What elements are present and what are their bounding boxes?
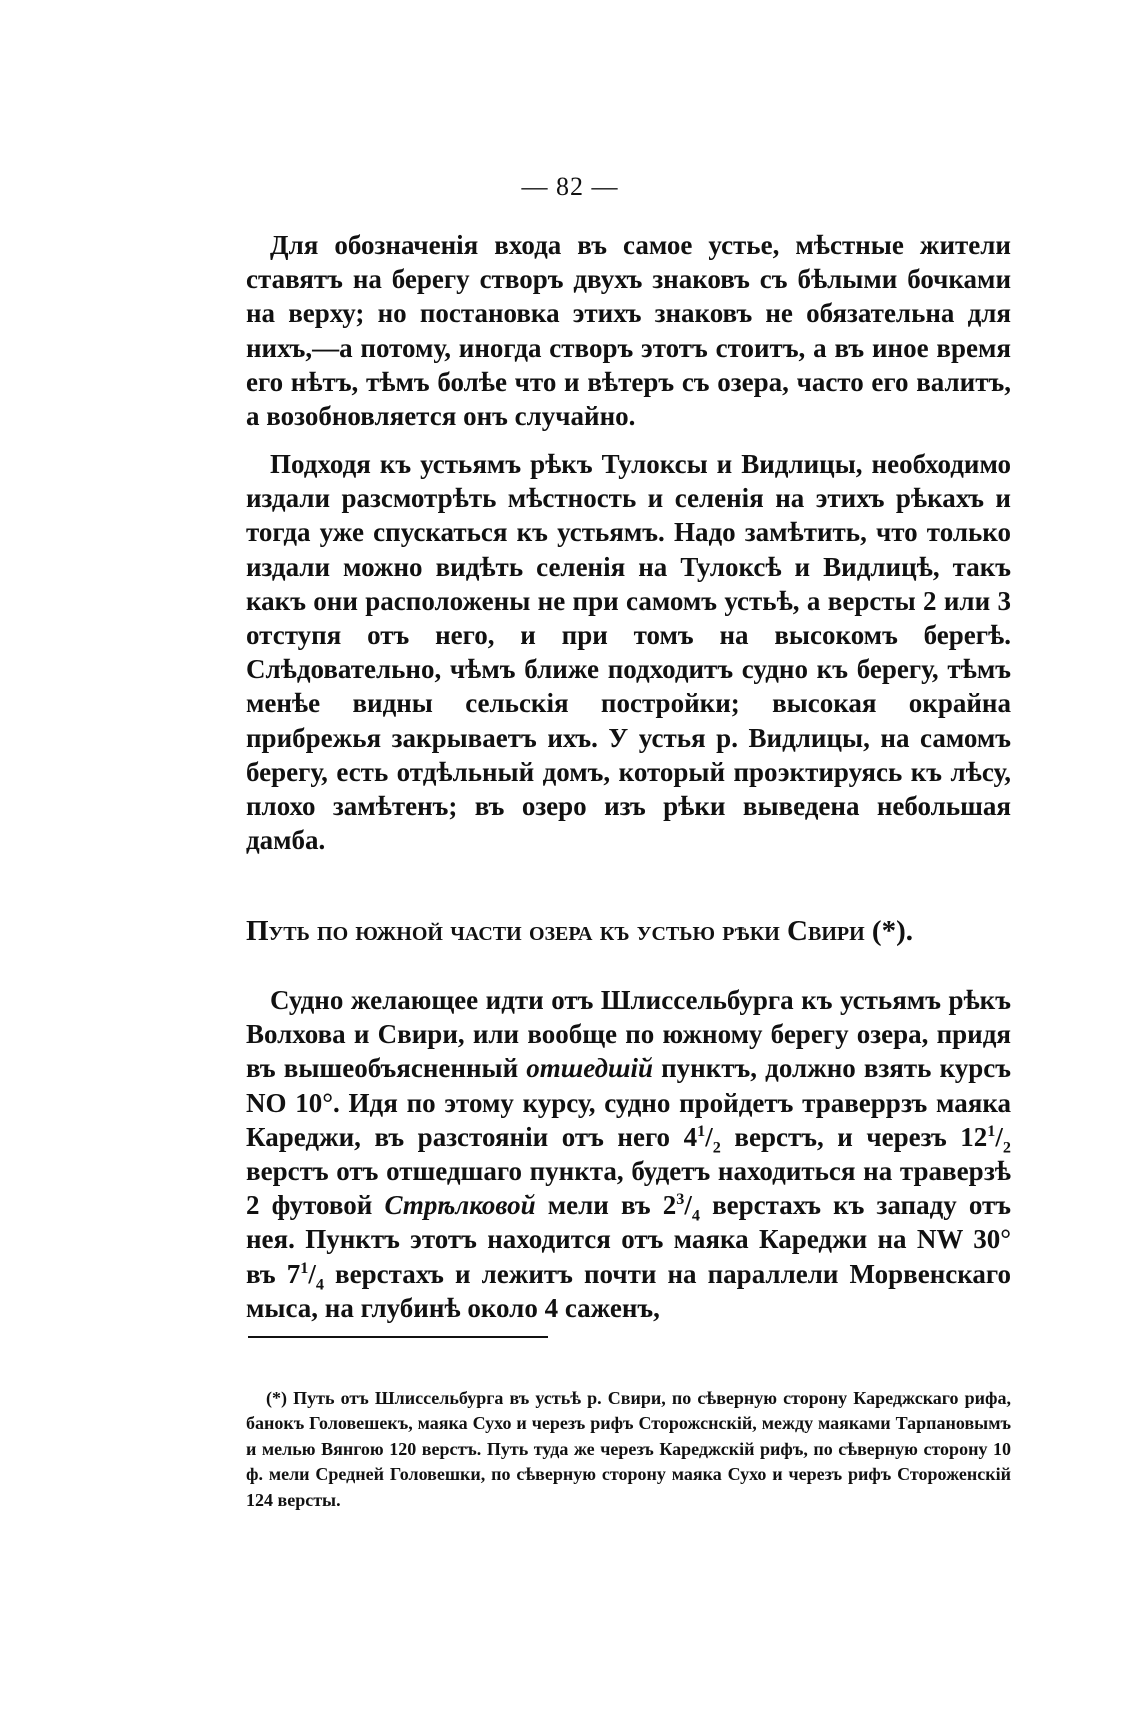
italic-term: отшедшій	[526, 1053, 653, 1084]
fraction-denominator: 4	[315, 1275, 324, 1294]
footnote-divider	[248, 1336, 548, 1338]
fraction-denominator: 2	[1002, 1138, 1011, 1157]
fraction-numerator: 3	[676, 1190, 685, 1209]
fraction-numerator: 1	[300, 1258, 309, 1277]
fraction-numerator: 1	[987, 1121, 996, 1140]
italic-term: Стрѣлковой	[384, 1190, 536, 1221]
text-run: верстъ отъ отшедшаго пункта, будетъ находиться на траверзѣ 2 футовой	[246, 1156, 1011, 1221]
text-run: верстахъ къ западу отъ нея. Пунктъ этотъ находится отъ маяка Кареджи на NW 30° въ 7	[246, 1190, 1012, 1289]
text-run: пунктъ, должно взять курсъ NO 10°. Идя по этому курсу, судно пройдетъ траверрзъ маяка Кареджи, въ разстояніи отъ него 4	[246, 1053, 1011, 1152]
fraction-numerator: 1	[697, 1121, 706, 1140]
paragraph-entrance-markers: Для обозначенія входа въ самое устье, мѣстные жители ставятъ на берегу створъ двухъ знаковъ съ бѣлыми бочками на верху; но постановка этихъ знаковъ не обязательна для нихъ,—а потому, иногда створъ этотъ стоитъ, а въ иное время его нѣтъ, тѣмъ болѣе что и вѣтеръ съ озера, часто его валитъ, а возобновляется онъ случайно.	[246, 230, 1011, 432]
text-run: верстахъ и лежитъ почти на параллели Морвенскаго мыса, на глубинѣ около 4 саженъ,	[246, 1258, 1011, 1323]
section-heading	[246, 915, 1026, 948]
text-run: мели въ 2	[535, 1190, 677, 1221]
paragraph-tuloksa-vidlitsa: Подходя къ устьямъ рѣкъ Тулоксы и Видлицы, необходимо издали разсмотрѣть мѣстность и селенія на этихъ рѣкахъ и тогда уже спускаться къ устьямъ. Надо замѣтить, что только издали можно видѣть селенія на Тулоксѣ и Видлицѣ, такъ какъ они расположены не при самомъ устьѣ, а версты 2 или 3 отступя отъ него, и при томъ на высокомъ берегѣ. Слѣдовательно, чѣмъ ближе подходитъ судно къ берегу, тѣмъ менѣе видны сельскія постройки; высокая окрайна прибрежья закрываетъ ихъ. У устья р. Видлицы, на самомъ берегу, есть отдѣльный домъ, который проэктируясь къ лѣсу, плохо замѣтенъ; въ озеро изъ рѣки выведена небольшая дамба.	[246, 449, 1011, 856]
page-number: — 82 —	[521, 172, 619, 201]
paragraph-southern-route: Судно желающее идти отъ Шлиссельбурга къ устьямъ рѣкъ Волхова и Свири, или вообще по южному берегу озера, придя въ вышеобъясненный отшедшій пунктъ, должно взять курсъ NO 10°. Идя по этому курсу, судно пройдетъ траверрзъ маяка Кареджи, въ разстояніи отъ него $4^1/_2$ верстъ, и черезъ $12^1/_2$ верстъ отъ отшедшаго пункта, будетъ находиться на траверзѣ 2 футовой Стрѣлковой мели въ $2^3/_4$ верстахъ къ западу отъ нея. Пунктъ этотъ находится отъ маяка Кареджи на NW 30° въ $7^1/_4$ верстахъ и лежитъ почти на параллели Морвенскаго мыса, на глубинѣ около 4 саженъ,	[246, 985, 1012, 1323]
section-heading-text: Путь по южной части озера къ устью рѣки Свири (*).	[246, 915, 913, 947]
fraction-denominator: 2	[712, 1138, 721, 1157]
footnote: (*) Путь отъ Шлиссельбурга въ устьѣ р. Свири, по сѣверную сторону Кареджскаго рифа, банокъ Головешекъ, маяка Сухо и черезъ рифъ Сторожснскій, между маяками Тарпановымъ и мелью Вянгою 120 верстъ. Путь туда же черезъ Кареджскій рифъ, по сѣверную сторону 10 ф. мели Средней Головешки, по сѣверную сторону маяка Сухо и черезъ рифъ Стороженскій 124 версты.	[246, 1388, 1011, 1510]
fraction-denominator: 4	[691, 1206, 700, 1225]
text-run: верстъ, и черезъ 12	[720, 1121, 988, 1152]
text-run: Судно желающее идти отъ Шлиссельбурга къ устьямъ рѣкъ Волхова и Свири, или вообще по южному берегу озера, придя въ вышеобъясненный	[246, 985, 1011, 1084]
